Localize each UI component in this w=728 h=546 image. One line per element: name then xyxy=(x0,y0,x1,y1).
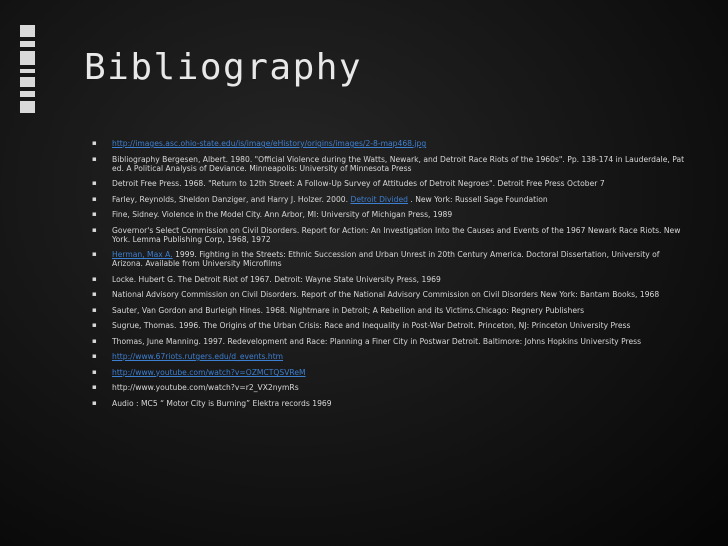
bullet-icon: ▪ xyxy=(92,179,97,187)
bibliography-entry xyxy=(92,195,692,204)
entry-text: Locke. Hubert G. The Detroit Riot of 1967. Detroit: Wayne State University Press, 1969 xyxy=(112,274,441,284)
bibliography-entry xyxy=(92,399,692,408)
slide-title: Bibliography xyxy=(84,47,363,88)
entry-text: 1999. Fighting in the Streets: Ethnic Succession and Urban Unrest in 20th Century America. Doctoral Dissertation, University of Arizona. Available from University Microfilms xyxy=(112,250,660,268)
entry-link[interactable]: http://images.asc.ohio-state.edu/is/image/eHistory/origins/images/2-8-map468.jpg xyxy=(112,139,427,148)
entry-text: National Advisory Commission on Civil Disorders. Report of the National Advisory Commission on Civil Disorders New York: Bantam Books, 1968 xyxy=(112,290,660,299)
bullet-icon: ▪ xyxy=(92,154,97,163)
bibliography-list xyxy=(92,139,692,414)
bullet-icon: ▪ xyxy=(92,383,97,391)
bullet-icon: ▪ xyxy=(92,210,97,218)
bibliography-entry xyxy=(92,275,692,284)
bullet-icon: ▪ xyxy=(92,250,97,258)
entry-text: Governor's Select Commission on Civil Disorders. Report for Action: An Investigation Into the Causes and Events of the 1967 Newark Race Riots. New York. Lemma Publishing Corp, 1968, 1972 xyxy=(112,225,681,244)
entry-text: Detroit Free Press. 1968. "Return to 12th Street: A Follow-Up Survey of Attitudes of Detroit Negroes". Detroit Free Press October 7 xyxy=(112,179,605,188)
bullet-icon: ▪ xyxy=(92,305,97,314)
bullet-icon: ▪ xyxy=(92,336,97,345)
bibliography-entry xyxy=(92,321,692,330)
bullet-icon: ▪ xyxy=(92,321,97,329)
bibliography-entry xyxy=(92,250,692,268)
entry-link[interactable]: http://www.youtube.com/watch?v=OZMCTQSVReM xyxy=(112,367,306,377)
bibliography-entry xyxy=(92,368,692,377)
bibliography-entry xyxy=(92,383,692,392)
bibliography-entry xyxy=(92,306,692,315)
entry-link[interactable]: Detroit Divided xyxy=(350,194,408,204)
bibliography-entry xyxy=(92,179,692,188)
bibliography-entry xyxy=(92,139,692,148)
entry-text: Thomas, June Manning. 1997. Redevelopment and Race: Planning a Finer City in Postwar Detroit. Baltimore: Johns Hopkins University Press xyxy=(112,336,642,346)
bibliography-entry xyxy=(92,226,692,244)
entry-link[interactable]: Herman, Max A. xyxy=(112,250,173,259)
entry-text: . New York: Russell Sage Foundation xyxy=(407,194,548,204)
bullet-icon: ▪ xyxy=(92,274,97,283)
bibliography-entry xyxy=(92,337,692,346)
decorative-bars xyxy=(20,25,35,121)
bullet-icon: ▪ xyxy=(92,290,97,298)
entry-link[interactable]: http://www.67riots.rutgers.edu/d_events.htm xyxy=(112,352,284,361)
bibliography-entry xyxy=(92,155,692,173)
bullet-icon: ▪ xyxy=(92,367,97,376)
entry-text: Fine, Sidney. Violence in the Model City. Ann Arbor, MI: University of Michigan Press, 1989 xyxy=(112,210,453,219)
entry-text: Bibliography Bergesen, Albert. 1980. "Official Violence during the Watts, Newark, and Detroit Race Riots of the 1960s". Pp. 138-174 in Lauderdale, Pat ed. A Political Analysis of Deviance. Minneapolis: University of Minnesota Press xyxy=(112,154,685,173)
bullet-icon: ▪ xyxy=(92,139,97,147)
entry-text: Farley, Reynolds, Sheldon Danziger, and Harry J. Holzer. 2000. xyxy=(112,194,351,204)
bibliography-entry xyxy=(92,290,692,299)
entry-text: Sugrue, Thomas. 1996. The Origins of the Urban Crisis: Race and Inequality in Post-War Detroit. Princeton, NJ: Princeton University Press xyxy=(112,321,631,330)
bullet-icon: ▪ xyxy=(92,194,97,203)
bullet-icon: ▪ xyxy=(92,352,97,360)
bibliography-entry xyxy=(92,210,692,219)
entry-text: Sauter, Van Gordon and Burleigh Hines. 1968. Nightmare in Detroit; A Rebellion and its Victims.Chicago: Regnery Publishers xyxy=(112,305,585,315)
entry-text: Audio : MC5 “ Motor City is Burning” Elektra records 1969 xyxy=(112,398,332,408)
bibliography-entry xyxy=(92,352,692,361)
bullet-icon: ▪ xyxy=(92,398,97,407)
entry-text: http://www.youtube.com/watch?v=r2_VX2nymRs xyxy=(112,383,299,392)
bullet-icon: ▪ xyxy=(92,225,97,234)
